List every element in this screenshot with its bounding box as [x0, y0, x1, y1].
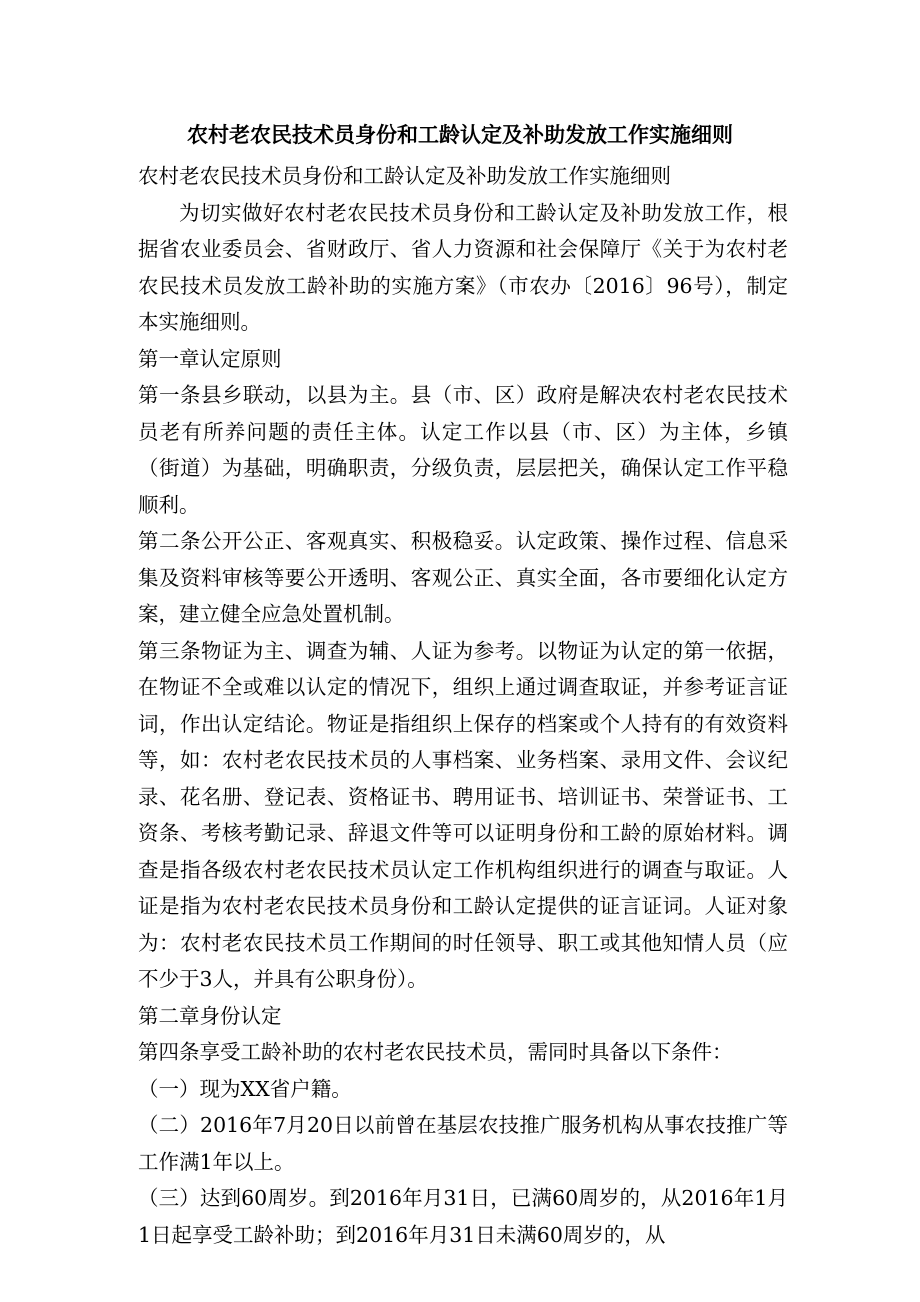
list-item: （二）2016年7月20日以前曾在基层农技推广服务机构从事农技推广等工作满1年以上。 — [138, 1113, 788, 1174]
subtitle-paragraph: 农村老农民技术员身份和工龄认定及补助发放工作实施细则 — [138, 164, 671, 188]
article-paragraph: 第三条物证为主、调查为辅、人证为参考。以物证为认定的第一依据，在物证不全或难以认定的情况下，组织上通过调查取证，并参考证言证词，作出认定结论。物证是指组织上保存的档案或个人持有的有效资料等，如：农村老农民技术员的人事档案、业务档案、录用文件、会议纪录、花名册、登记表、资格证书、聘用证书、培训证书、荣誉证书、工资条、考核考勤记录、辞退文件等可以证明身份和工龄的原始材料。调查是指各级农村老农民技术员认定工作机构组织进行的调查与取证。人证是指为农村老农民技术员身份和工龄认定提供的证言证词。人证对象为：农村老农民技术员工作期间的时任领导、职工或其他知情人员（应不少于3人，并具有公职身份）。 — [138, 638, 788, 991]
article-paragraph: 第一条县乡联动，以县为主。县（市、区）政府是解决农村老农民技术员老有所养问题的责任主体。认定工作以县（市、区）为主体，乡镇（街道）为基础，明确职责，分级负责，层层把关，确保认定工作平稳顺利。 — [138, 383, 788, 517]
chapter-heading: 第二章身份认定 — [138, 1003, 282, 1028]
document-body — [138, 158, 788, 1253]
intro-paragraph: 为切实做好农村老农民技术员身份和工龄认定及补助发放工作，根据省农业委员会、省财政厅、省人力资源和社会保障厅《关于为农村老农民技术员发放工龄补助的实施方案》（市农办〔2016〕96号），制定本实施细则。 — [138, 200, 788, 334]
list-item: （一）现为XX省户籍。 — [138, 1076, 352, 1101]
document-title: 农村老农民技术员身份和工龄认定及补助发放工作实施细则 — [187, 123, 733, 147]
article-paragraph: 第二条公开公正、客观真实、积极稳妥。认定政策、操作过程、信息采集及资料审核等要公开透明、客观公正、真实全面，各市要细化认定方案，建立健全应急处置机制。 — [138, 529, 788, 626]
list-item: （三）达到60周岁。到2016年月31日，已满60周岁的，从2016年1月1日起享受工龄补助；到2016年月31日未满60周岁的，从 — [138, 1186, 788, 1247]
article-paragraph: 第四条享受工龄补助的农村老农民技术员，需同时具备以下条件： — [138, 1040, 733, 1064]
chapter-heading: 第一章认定原则 — [138, 346, 282, 371]
